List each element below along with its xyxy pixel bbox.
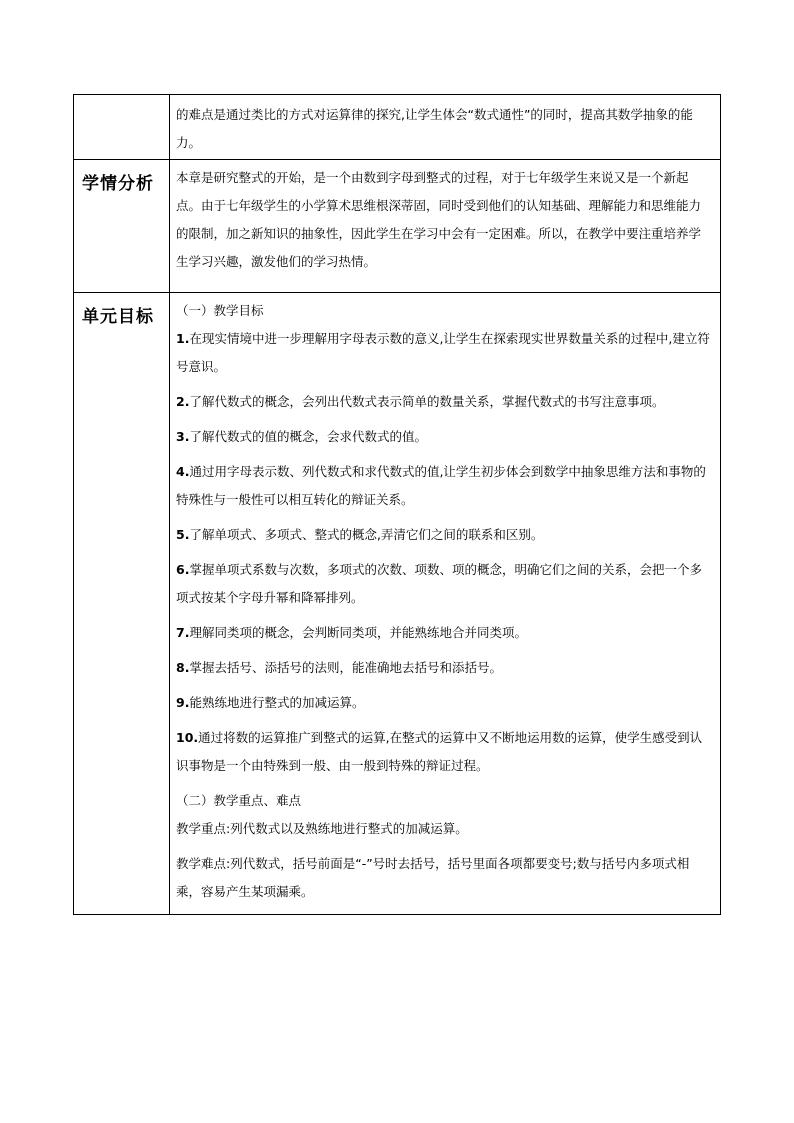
section-heading-key-points: （二）教学重点、难点: [176, 793, 302, 808]
lesson-plan-table: [73, 94, 721, 915]
content-cell-continuation: [170, 95, 721, 160]
continuation-paragraph: 的难点是通过类比的方式对运算律的探究,让学生体会“数式通性”的同时，提高其数学抽象的能力。: [176, 107, 693, 150]
goal-item-8: 8.掌握去括号、添括号的法则，能准确地去括号和添括号。: [176, 660, 502, 675]
goal-item-1: 1.在现实情境中进一步理解用字母表示数的意义,让学生在探索现实世界数量关系的过程中,建立符号意识。: [176, 331, 710, 374]
goal-item-9: 9.能熟练地进行整式的加减运算。: [176, 695, 365, 710]
table-row-danyuan: [74, 293, 721, 915]
label-cell-danyuan: [74, 293, 170, 915]
row-label-xueqing: 学情分析: [82, 174, 154, 194]
content-cell-danyuan: [170, 293, 721, 915]
content-cell-xueqing: [170, 160, 721, 293]
table-row-continuation: [74, 95, 721, 160]
row-label-danyuan: 单元目标: [82, 307, 154, 327]
goal-item-4: 4.通过用字母表示数、列代数式和求代数式的值,让学生初步体会到数学中抽象思维方法和事物的特殊性与一般性可以相互转化的辩证关系。: [176, 464, 706, 507]
label-cell-empty: [74, 95, 170, 160]
difficulty-text: 教学难点:列代数式，括号前面是“-”号时去括号，括号里面各项都要变号;数与括号内多项式相乘，容易产生某项漏乘。: [176, 856, 690, 899]
row-label: [74, 95, 169, 109]
goal-item-5: 5.了解单项式、多项式、整式的概念,弄清它们之间的联系和区别。: [176, 527, 544, 542]
section-heading-goals: （一）教学目标: [176, 303, 264, 318]
goal-item-3: 3.了解代数式的值的概念，会求代数式的值。: [176, 429, 427, 444]
goal-item-7: 7.理解同类项的概念，会判断同类项，并能熟练地合并同类项。: [176, 625, 527, 640]
key-point-text: 教学重点:列代数式以及熟练地进行整式的加减运算。: [176, 821, 468, 836]
goal-item-10: 10.通过将数的运算推广到整式的运算,在整式的运算中又不断地运用数的运算，使学生感受到认识事物是一个由特殊到一般、由一般到特殊的辩证过程。: [176, 730, 703, 773]
label-cell-xueqing: [74, 160, 170, 293]
goal-item-6: 6.掌握单项式系数与次数，多项式的次数、项数、项的概念，明确它们之间的关系，会把一个多项式按某个字母升幂和降幂排列。: [176, 562, 702, 605]
goal-item-2: 2.了解代数式的概念，会列出代数式表示简单的数量关系，掌握代数式的书写注意事项。: [176, 394, 665, 409]
xueqing-paragraph: 本章是研究整式的开始，是一个由数到字母到整式的过程，对于七年级学生来说又是一个新起点。由于七年级学生的小学算术思维根深蒂固，同时受到他们的认知基础、理解能力和思维能力的限制，加之新知识的抽象性，因此学生在学习中会有一定困难。所以，在教学中要注重培养学生学习兴趣，激发他们的学习热情。: [176, 170, 702, 269]
table-row-xueqing: [74, 160, 721, 293]
